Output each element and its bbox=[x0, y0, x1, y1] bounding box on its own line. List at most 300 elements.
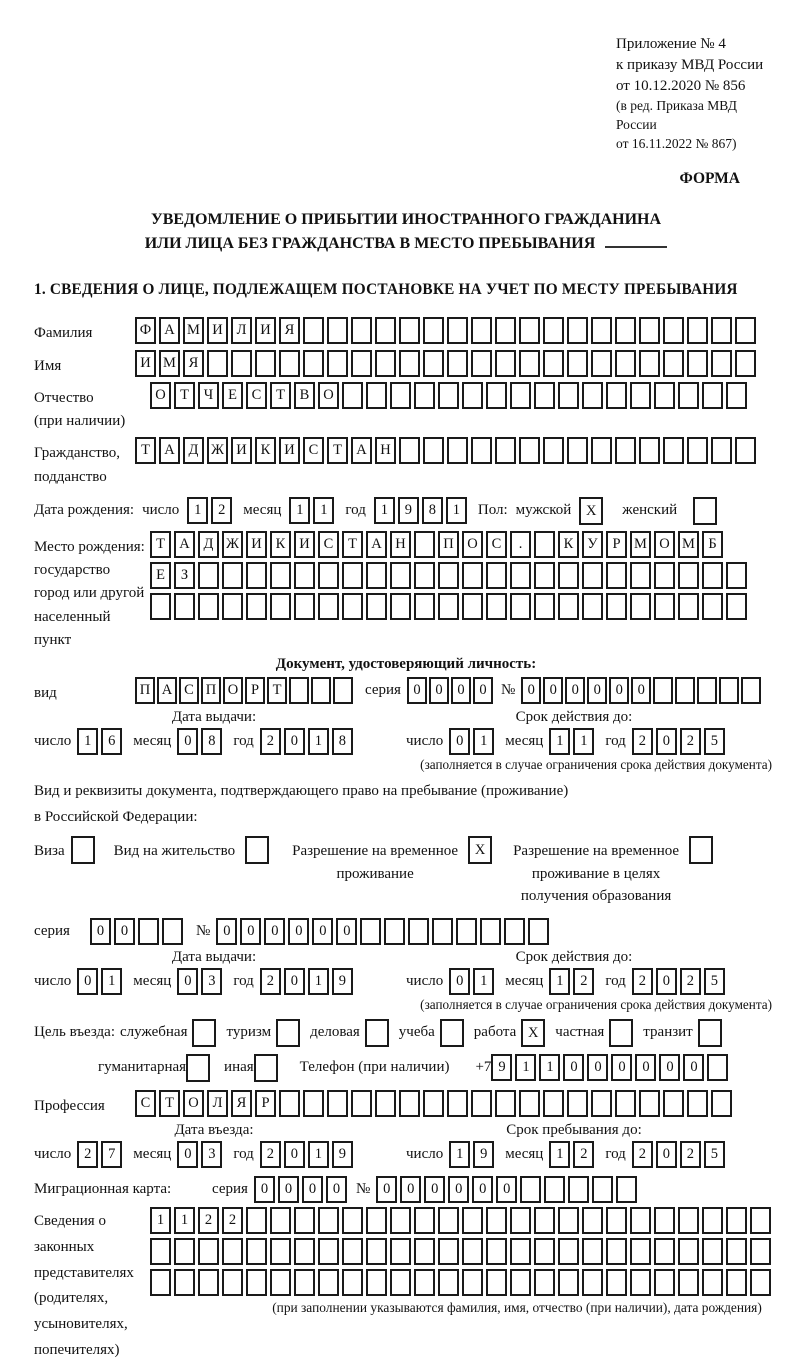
char-box[interactable]: 2 bbox=[573, 1141, 594, 1168]
char-box[interactable] bbox=[663, 350, 684, 377]
char-box[interactable] bbox=[630, 382, 651, 409]
char-box[interactable] bbox=[534, 1238, 555, 1265]
char-box[interactable] bbox=[741, 677, 761, 704]
char-box[interactable] bbox=[390, 562, 411, 589]
char-box[interactable] bbox=[711, 1090, 732, 1117]
char-box[interactable] bbox=[616, 1176, 637, 1203]
char-box[interactable] bbox=[678, 382, 699, 409]
char-box[interactable]: 0 bbox=[472, 1176, 493, 1203]
char-box[interactable] bbox=[591, 1090, 612, 1117]
char-box[interactable]: И bbox=[279, 437, 300, 464]
char-box[interactable] bbox=[495, 437, 516, 464]
char-box[interactable]: С bbox=[179, 677, 199, 704]
char-box[interactable]: Н bbox=[375, 437, 396, 464]
char-box[interactable]: И bbox=[255, 317, 276, 344]
char-box[interactable]: 0 bbox=[288, 918, 309, 945]
char-box[interactable]: 0 bbox=[609, 677, 629, 704]
char-box[interactable]: 1 bbox=[446, 497, 467, 524]
char-box[interactable] bbox=[519, 350, 540, 377]
char-box[interactable] bbox=[687, 1090, 708, 1117]
char-box[interactable]: 0 bbox=[656, 728, 677, 755]
char-box[interactable]: О bbox=[150, 382, 171, 409]
char-box[interactable]: И bbox=[231, 437, 252, 464]
char-box[interactable]: Я bbox=[231, 1090, 252, 1117]
char-box[interactable]: М bbox=[183, 317, 204, 344]
char-box[interactable] bbox=[366, 1269, 387, 1296]
char-box[interactable]: 1 bbox=[308, 968, 329, 995]
char-box[interactable] bbox=[318, 562, 339, 589]
char-box[interactable] bbox=[735, 437, 756, 464]
char-box[interactable] bbox=[255, 350, 276, 377]
char-box[interactable] bbox=[351, 1090, 372, 1117]
char-box[interactable]: О bbox=[223, 677, 243, 704]
char-box[interactable]: 5 bbox=[704, 968, 725, 995]
char-box[interactable] bbox=[591, 437, 612, 464]
char-box[interactable] bbox=[495, 317, 516, 344]
char-box[interactable]: 0 bbox=[563, 1054, 584, 1081]
char-box[interactable]: 2 bbox=[222, 1207, 243, 1234]
char-box[interactable] bbox=[432, 918, 453, 945]
char-box[interactable]: 0 bbox=[240, 918, 261, 945]
char-box[interactable]: 0 bbox=[449, 728, 470, 755]
char-box[interactable]: С bbox=[486, 531, 507, 558]
char-box[interactable]: 2 bbox=[680, 1141, 701, 1168]
char-box[interactable]: К bbox=[558, 531, 579, 558]
char-box[interactable] bbox=[711, 350, 732, 377]
char-box[interactable] bbox=[567, 350, 588, 377]
residence-permit-checkbox[interactable] bbox=[245, 836, 269, 864]
char-box[interactable] bbox=[486, 562, 507, 589]
char-box[interactable] bbox=[558, 562, 579, 589]
char-box[interactable] bbox=[438, 382, 459, 409]
char-box[interactable]: 0 bbox=[683, 1054, 704, 1081]
char-box[interactable]: К bbox=[255, 437, 276, 464]
char-box[interactable] bbox=[675, 677, 695, 704]
char-box[interactable] bbox=[471, 350, 492, 377]
char-box[interactable] bbox=[707, 1054, 728, 1081]
char-box[interactable]: Р bbox=[245, 677, 265, 704]
char-box[interactable] bbox=[519, 437, 540, 464]
char-box[interactable]: 0 bbox=[177, 1141, 198, 1168]
gender-male-checkbox[interactable]: X bbox=[579, 497, 603, 525]
char-box[interactable]: 0 bbox=[216, 918, 237, 945]
char-box[interactable] bbox=[246, 1238, 267, 1265]
char-box[interactable] bbox=[366, 382, 387, 409]
char-box[interactable] bbox=[543, 437, 564, 464]
purpose-other-checkbox[interactable] bbox=[254, 1054, 278, 1082]
char-box[interactable] bbox=[534, 562, 555, 589]
char-box[interactable] bbox=[534, 1207, 555, 1234]
char-box[interactable]: С bbox=[303, 437, 324, 464]
char-box[interactable]: 2 bbox=[680, 728, 701, 755]
char-box[interactable] bbox=[366, 593, 387, 620]
char-box[interactable]: 1 bbox=[515, 1054, 536, 1081]
char-box[interactable]: 9 bbox=[473, 1141, 494, 1168]
char-box[interactable] bbox=[630, 1238, 651, 1265]
char-box[interactable]: 0 bbox=[90, 918, 111, 945]
char-box[interactable]: П bbox=[438, 531, 459, 558]
char-box[interactable]: 0 bbox=[114, 918, 135, 945]
char-box[interactable] bbox=[654, 1207, 675, 1234]
char-box[interactable] bbox=[592, 1176, 613, 1203]
char-box[interactable]: Т bbox=[342, 531, 363, 558]
char-box[interactable] bbox=[150, 593, 171, 620]
char-box[interactable]: 0 bbox=[659, 1054, 680, 1081]
char-box[interactable] bbox=[567, 437, 588, 464]
char-box[interactable] bbox=[726, 1207, 747, 1234]
char-box[interactable] bbox=[678, 593, 699, 620]
char-box[interactable] bbox=[510, 1207, 531, 1234]
char-box[interactable]: П bbox=[201, 677, 221, 704]
char-box[interactable]: Я bbox=[279, 317, 300, 344]
char-box[interactable] bbox=[270, 1207, 291, 1234]
char-box[interactable]: М bbox=[630, 531, 651, 558]
char-box[interactable] bbox=[663, 317, 684, 344]
char-box[interactable] bbox=[486, 382, 507, 409]
char-box[interactable] bbox=[222, 562, 243, 589]
char-box[interactable] bbox=[342, 1238, 363, 1265]
char-box[interactable] bbox=[480, 918, 501, 945]
char-box[interactable] bbox=[162, 918, 183, 945]
char-box[interactable] bbox=[342, 562, 363, 589]
char-box[interactable] bbox=[198, 593, 219, 620]
char-box[interactable]: 0 bbox=[326, 1176, 347, 1203]
char-box[interactable] bbox=[558, 593, 579, 620]
char-box[interactable]: С bbox=[318, 531, 339, 558]
char-box[interactable]: 1 bbox=[313, 497, 334, 524]
char-box[interactable]: 0 bbox=[284, 968, 305, 995]
char-box[interactable]: 6 bbox=[101, 728, 122, 755]
char-box[interactable] bbox=[702, 593, 723, 620]
char-box[interactable] bbox=[735, 317, 756, 344]
purpose-study-checkbox[interactable] bbox=[440, 1019, 464, 1047]
char-box[interactable] bbox=[653, 677, 673, 704]
char-box[interactable] bbox=[246, 593, 267, 620]
char-box[interactable]: С bbox=[246, 382, 267, 409]
char-box[interactable]: 0 bbox=[278, 1176, 299, 1203]
char-box[interactable]: 0 bbox=[587, 1054, 608, 1081]
char-box[interactable]: 0 bbox=[284, 1141, 305, 1168]
char-box[interactable] bbox=[399, 350, 420, 377]
char-box[interactable] bbox=[198, 1269, 219, 1296]
char-box[interactable] bbox=[462, 562, 483, 589]
char-box[interactable] bbox=[726, 1269, 747, 1296]
char-box[interactable] bbox=[294, 1269, 315, 1296]
char-box[interactable] bbox=[318, 1238, 339, 1265]
char-box[interactable] bbox=[462, 1238, 483, 1265]
char-box[interactable] bbox=[447, 437, 468, 464]
char-box[interactable]: Р bbox=[606, 531, 627, 558]
char-box[interactable]: А bbox=[159, 437, 180, 464]
purpose-work-checkbox[interactable]: X bbox=[521, 1019, 545, 1047]
char-box[interactable] bbox=[639, 350, 660, 377]
char-box[interactable] bbox=[726, 382, 747, 409]
char-box[interactable]: А bbox=[174, 531, 195, 558]
char-box[interactable]: Ж bbox=[207, 437, 228, 464]
temp-permit-checkbox[interactable]: X bbox=[468, 836, 492, 864]
char-box[interactable] bbox=[414, 1238, 435, 1265]
char-box[interactable] bbox=[639, 437, 660, 464]
char-box[interactable] bbox=[279, 1090, 300, 1117]
char-box[interactable] bbox=[639, 317, 660, 344]
char-box[interactable] bbox=[246, 562, 267, 589]
char-box[interactable]: Е bbox=[150, 562, 171, 589]
char-box[interactable]: С bbox=[135, 1090, 156, 1117]
char-box[interactable] bbox=[582, 593, 603, 620]
char-box[interactable] bbox=[591, 317, 612, 344]
char-box[interactable] bbox=[342, 1269, 363, 1296]
char-box[interactable] bbox=[150, 1269, 171, 1296]
char-box[interactable]: З bbox=[174, 562, 195, 589]
char-box[interactable] bbox=[414, 593, 435, 620]
char-box[interactable]: Т bbox=[327, 437, 348, 464]
char-box[interactable] bbox=[678, 1207, 699, 1234]
char-box[interactable]: 1 bbox=[77, 728, 98, 755]
char-box[interactable] bbox=[510, 1238, 531, 1265]
char-box[interactable] bbox=[303, 350, 324, 377]
char-box[interactable] bbox=[423, 1090, 444, 1117]
char-box[interactable]: 1 bbox=[308, 1141, 329, 1168]
char-box[interactable]: 2 bbox=[573, 968, 594, 995]
char-box[interactable] bbox=[318, 1269, 339, 1296]
char-box[interactable] bbox=[558, 1269, 579, 1296]
char-box[interactable] bbox=[174, 1269, 195, 1296]
char-box[interactable] bbox=[606, 1207, 627, 1234]
char-box[interactable] bbox=[311, 677, 331, 704]
purpose-humanitarian-checkbox[interactable] bbox=[186, 1054, 210, 1082]
char-box[interactable] bbox=[606, 1269, 627, 1296]
char-box[interactable] bbox=[486, 593, 507, 620]
char-box[interactable]: М bbox=[678, 531, 699, 558]
char-box[interactable]: 0 bbox=[312, 918, 333, 945]
char-box[interactable] bbox=[414, 1207, 435, 1234]
visa-checkbox[interactable] bbox=[71, 836, 95, 864]
char-box[interactable]: 1 bbox=[549, 968, 570, 995]
char-box[interactable]: 0 bbox=[177, 728, 198, 755]
char-box[interactable] bbox=[399, 317, 420, 344]
char-box[interactable] bbox=[375, 317, 396, 344]
char-box[interactable] bbox=[231, 350, 252, 377]
char-box[interactable]: Л bbox=[207, 1090, 228, 1117]
char-box[interactable] bbox=[198, 562, 219, 589]
char-box[interactable] bbox=[630, 1269, 651, 1296]
char-box[interactable] bbox=[687, 350, 708, 377]
char-box[interactable] bbox=[462, 593, 483, 620]
char-box[interactable] bbox=[495, 1090, 516, 1117]
char-box[interactable] bbox=[414, 531, 435, 558]
char-box[interactable]: 0 bbox=[254, 1176, 275, 1203]
char-box[interactable] bbox=[408, 918, 429, 945]
char-box[interactable] bbox=[318, 1207, 339, 1234]
char-box[interactable] bbox=[519, 1090, 540, 1117]
char-box[interactable] bbox=[447, 317, 468, 344]
char-box[interactable]: Ж bbox=[222, 531, 243, 558]
char-box[interactable] bbox=[294, 562, 315, 589]
char-box[interactable] bbox=[606, 593, 627, 620]
char-box[interactable]: 1 bbox=[539, 1054, 560, 1081]
char-box[interactable] bbox=[342, 382, 363, 409]
char-box[interactable] bbox=[351, 317, 372, 344]
char-box[interactable] bbox=[303, 317, 324, 344]
char-box[interactable] bbox=[687, 437, 708, 464]
char-box[interactable]: И bbox=[207, 317, 228, 344]
char-box[interactable] bbox=[423, 350, 444, 377]
char-box[interactable]: 2 bbox=[260, 968, 281, 995]
char-box[interactable]: 1 bbox=[101, 968, 122, 995]
char-box[interactable]: 5 bbox=[704, 1141, 725, 1168]
char-box[interactable] bbox=[138, 918, 159, 945]
char-box[interactable] bbox=[630, 562, 651, 589]
char-box[interactable] bbox=[654, 1269, 675, 1296]
char-box[interactable] bbox=[414, 1269, 435, 1296]
char-box[interactable]: 2 bbox=[211, 497, 232, 524]
char-box[interactable]: 0 bbox=[448, 1176, 469, 1203]
char-box[interactable]: 8 bbox=[201, 728, 222, 755]
char-box[interactable] bbox=[615, 1090, 636, 1117]
char-box[interactable] bbox=[486, 1238, 507, 1265]
char-box[interactable] bbox=[678, 1238, 699, 1265]
char-box[interactable] bbox=[534, 1269, 555, 1296]
char-box[interactable]: 1 bbox=[573, 728, 594, 755]
char-box[interactable] bbox=[520, 1176, 541, 1203]
char-box[interactable]: И bbox=[135, 350, 156, 377]
char-box[interactable]: Н bbox=[390, 531, 411, 558]
char-box[interactable] bbox=[678, 562, 699, 589]
char-box[interactable] bbox=[750, 1238, 771, 1265]
char-box[interactable] bbox=[702, 1238, 723, 1265]
char-box[interactable]: 7 bbox=[101, 1141, 122, 1168]
char-box[interactable]: 8 bbox=[332, 728, 353, 755]
char-box[interactable] bbox=[342, 593, 363, 620]
char-box[interactable] bbox=[726, 593, 747, 620]
char-box[interactable] bbox=[510, 562, 531, 589]
char-box[interactable]: Ф bbox=[135, 317, 156, 344]
char-box[interactable]: О bbox=[183, 1090, 204, 1117]
char-box[interactable]: 0 bbox=[449, 968, 470, 995]
char-box[interactable]: 0 bbox=[264, 918, 285, 945]
char-box[interactable] bbox=[544, 1176, 565, 1203]
char-box[interactable]: 9 bbox=[332, 968, 353, 995]
char-box[interactable]: 1 bbox=[473, 728, 494, 755]
char-box[interactable] bbox=[750, 1207, 771, 1234]
char-box[interactable] bbox=[735, 350, 756, 377]
char-box[interactable]: 0 bbox=[587, 677, 607, 704]
char-box[interactable] bbox=[375, 350, 396, 377]
char-box[interactable] bbox=[504, 918, 525, 945]
char-box[interactable] bbox=[318, 593, 339, 620]
char-box[interactable]: П bbox=[135, 677, 155, 704]
char-box[interactable] bbox=[702, 1207, 723, 1234]
char-box[interactable] bbox=[663, 1090, 684, 1117]
char-box[interactable] bbox=[528, 918, 549, 945]
char-box[interactable] bbox=[486, 1269, 507, 1296]
char-box[interactable]: А bbox=[157, 677, 177, 704]
char-box[interactable] bbox=[222, 1269, 243, 1296]
char-box[interactable] bbox=[615, 317, 636, 344]
char-box[interactable] bbox=[327, 1090, 348, 1117]
char-box[interactable] bbox=[568, 1176, 589, 1203]
char-box[interactable]: 0 bbox=[407, 677, 427, 704]
char-box[interactable] bbox=[246, 1269, 267, 1296]
purpose-transit-checkbox[interactable] bbox=[698, 1019, 722, 1047]
char-box[interactable] bbox=[471, 1090, 492, 1117]
char-box[interactable]: И bbox=[294, 531, 315, 558]
char-box[interactable]: Т bbox=[270, 382, 291, 409]
char-box[interactable] bbox=[174, 593, 195, 620]
char-box[interactable]: О bbox=[318, 382, 339, 409]
char-box[interactable]: 1 bbox=[308, 728, 329, 755]
char-box[interactable] bbox=[390, 382, 411, 409]
char-box[interactable]: 5 bbox=[704, 728, 725, 755]
char-box[interactable] bbox=[333, 677, 353, 704]
char-box[interactable]: Р bbox=[255, 1090, 276, 1117]
char-box[interactable]: 0 bbox=[177, 968, 198, 995]
char-box[interactable] bbox=[558, 1238, 579, 1265]
char-box[interactable] bbox=[582, 382, 603, 409]
char-box[interactable]: О bbox=[654, 531, 675, 558]
char-box[interactable] bbox=[582, 1269, 603, 1296]
char-box[interactable]: 1 bbox=[449, 1141, 470, 1168]
char-box[interactable] bbox=[582, 562, 603, 589]
char-box[interactable] bbox=[279, 350, 300, 377]
char-box[interactable]: 2 bbox=[260, 728, 281, 755]
char-box[interactable] bbox=[567, 1090, 588, 1117]
char-box[interactable] bbox=[510, 382, 531, 409]
char-box[interactable] bbox=[697, 677, 717, 704]
char-box[interactable]: 0 bbox=[284, 728, 305, 755]
purpose-tourism-checkbox[interactable] bbox=[276, 1019, 300, 1047]
char-box[interactable] bbox=[606, 562, 627, 589]
char-box[interactable]: 0 bbox=[424, 1176, 445, 1203]
char-box[interactable] bbox=[486, 1207, 507, 1234]
char-box[interactable] bbox=[222, 1238, 243, 1265]
char-box[interactable] bbox=[360, 918, 381, 945]
char-box[interactable]: В bbox=[294, 382, 315, 409]
char-box[interactable]: 0 bbox=[521, 677, 541, 704]
char-box[interactable] bbox=[303, 1090, 324, 1117]
char-box[interactable] bbox=[663, 437, 684, 464]
char-box[interactable]: 2 bbox=[632, 1141, 653, 1168]
char-box[interactable] bbox=[270, 1269, 291, 1296]
purpose-official-checkbox[interactable] bbox=[192, 1019, 216, 1047]
char-box[interactable] bbox=[447, 350, 468, 377]
char-box[interactable]: 0 bbox=[77, 968, 98, 995]
char-box[interactable] bbox=[654, 1238, 675, 1265]
char-box[interactable]: А bbox=[351, 437, 372, 464]
char-box[interactable]: А bbox=[366, 531, 387, 558]
char-box[interactable] bbox=[471, 317, 492, 344]
char-box[interactable] bbox=[654, 562, 675, 589]
char-box[interactable]: Д bbox=[183, 437, 204, 464]
char-box[interactable] bbox=[399, 1090, 420, 1117]
char-box[interactable] bbox=[543, 1090, 564, 1117]
char-box[interactable] bbox=[702, 1269, 723, 1296]
char-box[interactable] bbox=[351, 350, 372, 377]
char-box[interactable]: У bbox=[582, 531, 603, 558]
char-box[interactable]: Т bbox=[159, 1090, 180, 1117]
char-box[interactable] bbox=[174, 1238, 195, 1265]
char-box[interactable] bbox=[390, 1269, 411, 1296]
char-box[interactable]: 1 bbox=[187, 497, 208, 524]
char-box[interactable] bbox=[591, 350, 612, 377]
char-box[interactable] bbox=[438, 1269, 459, 1296]
char-box[interactable] bbox=[711, 317, 732, 344]
char-box[interactable]: 0 bbox=[302, 1176, 323, 1203]
char-box[interactable]: 0 bbox=[631, 677, 651, 704]
char-box[interactable]: 0 bbox=[656, 1141, 677, 1168]
char-box[interactable] bbox=[294, 1207, 315, 1234]
char-box[interactable]: 0 bbox=[473, 677, 493, 704]
